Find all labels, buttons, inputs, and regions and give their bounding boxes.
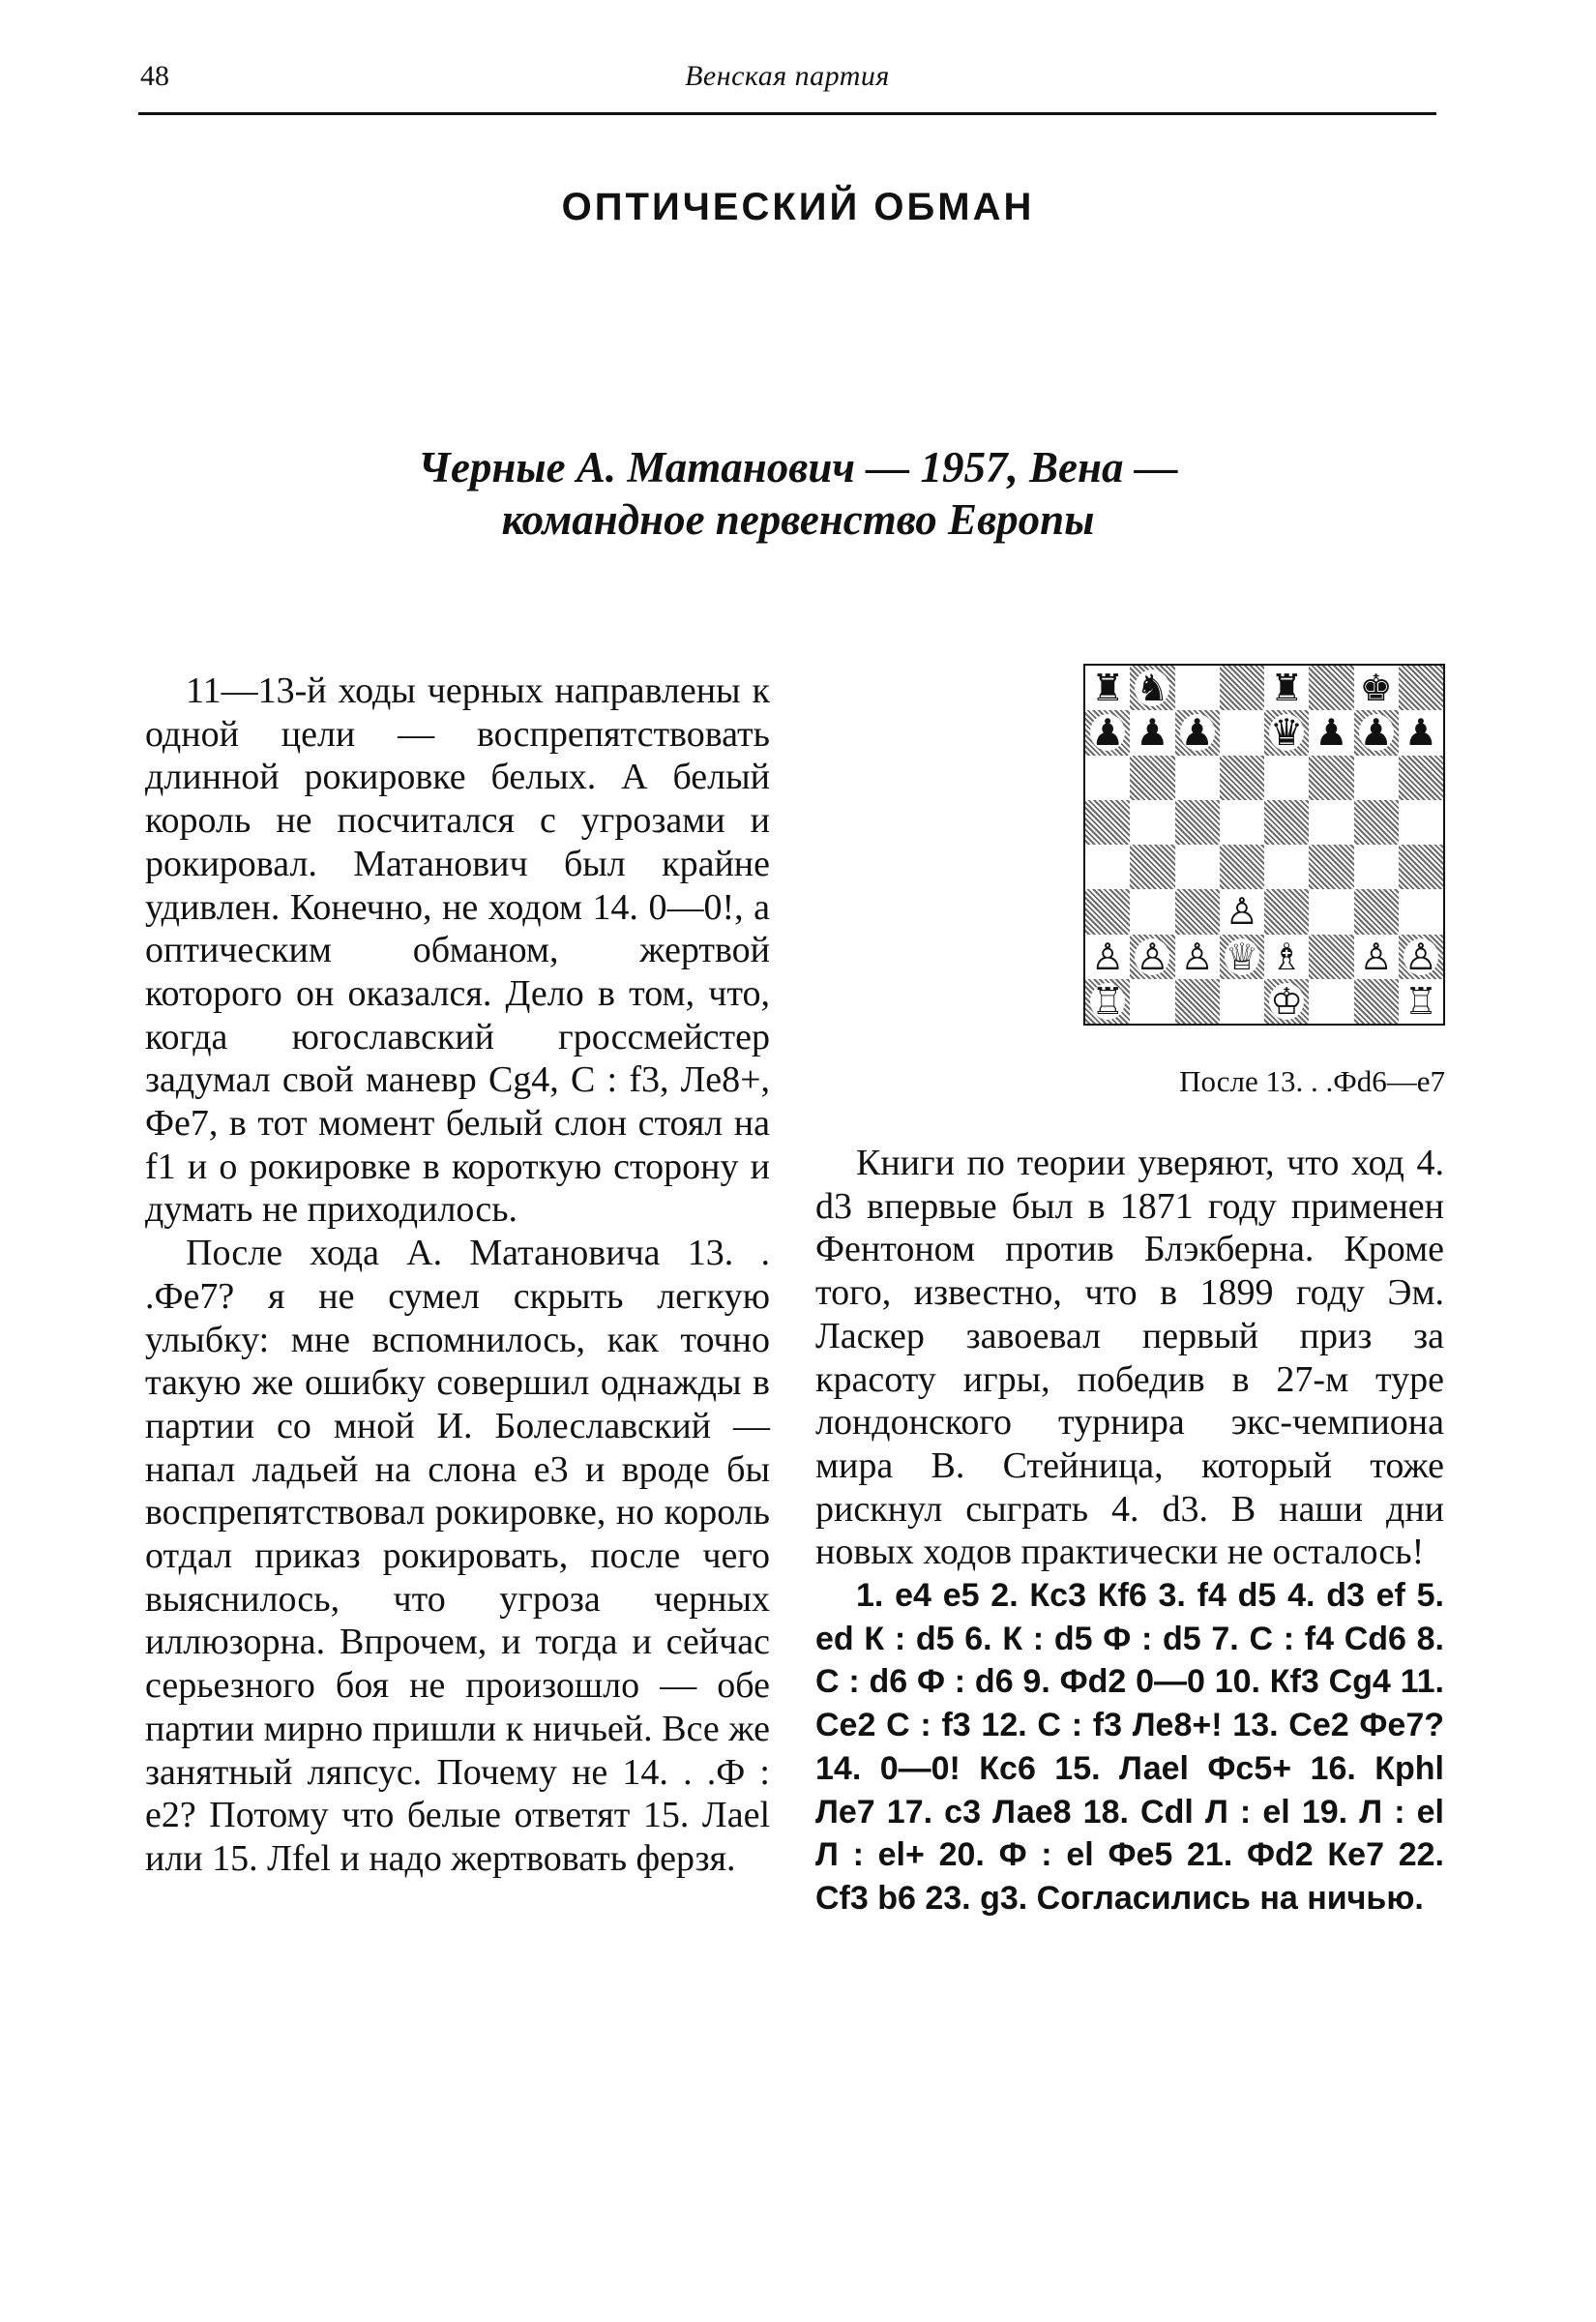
square-d6 — [1220, 756, 1264, 800]
square-a8 — [1085, 666, 1130, 710]
square-b5 — [1130, 800, 1174, 845]
square-b6 — [1130, 756, 1174, 800]
square-f1 — [1309, 979, 1353, 1024]
chess-piece: ♙ — [1359, 935, 1393, 978]
chess-piece: ♟ — [1359, 711, 1393, 755]
chess-piece: ♟ — [1315, 711, 1348, 755]
square-c4 — [1175, 845, 1220, 889]
chess-piece: ♞ — [1136, 667, 1169, 710]
chess-piece: ♖ — [1091, 979, 1125, 1023]
commentary-paragraph-1: 11—13-й ходы черных направлены к одной цели — воспрепятствовать длинной рокировке белых. А белый король не посчитался с угрозами и рокировал. Матанович был крайне удивлен. Конечно, не ходом 14. 0—0!, а оптическим обманом, жертвой которого он оказался. Дело в том, что, когда югославский гроссмейстер задумал свой маневр Cg4, С : f3, Ле8+, Фе7, в тот момент белый слон стоял на f1 и о рокировке в короткую сторону и думать не приходилось. — [145, 670, 770, 1231]
square-d2 — [1220, 935, 1264, 979]
chess-piece: ♜ — [1091, 667, 1125, 710]
square-f8 — [1309, 666, 1353, 710]
history-paragraph: Книги по теории уверяют, что ход 4. d3 впервые был в 1871 году применен Фентоном против Блэкберна. Кроме того, известно, что в 1899 году Эм. Ласкер завоевал первый приз за красоту игры, победив в 27-м туре лондонского турнира экс-чемпиона мира В. Стейница, который тоже рискнул сыграть 4. d3. В наши дни новых ходов практически не осталось! — [815, 1143, 1444, 1573]
square-g6 — [1354, 756, 1399, 800]
square-g8 — [1354, 666, 1399, 710]
square-d5 — [1220, 800, 1264, 845]
square-f4 — [1309, 845, 1353, 889]
square-h7 — [1399, 710, 1443, 755]
square-a1 — [1085, 979, 1130, 1024]
running-title: Венская партия — [685, 60, 890, 92]
square-a7 — [1085, 710, 1130, 755]
square-a2 — [1085, 935, 1130, 979]
square-g5 — [1354, 800, 1399, 845]
square-f5 — [1309, 800, 1353, 845]
chess-piece: ♟ — [1404, 711, 1437, 755]
square-c7 — [1175, 710, 1220, 755]
square-c2 — [1175, 935, 1220, 979]
chess-piece: ♟ — [1091, 711, 1125, 755]
square-b2 — [1130, 935, 1174, 979]
square-g1 — [1354, 979, 1399, 1024]
right-column — [815, 1142, 1444, 1920]
chess-piece: ♔ — [1270, 979, 1304, 1023]
square-b1 — [1130, 979, 1174, 1024]
square-g4 — [1354, 845, 1399, 889]
chess-piece: ♗ — [1270, 935, 1304, 978]
chess-piece: ♜ — [1270, 667, 1304, 710]
square-h1 — [1399, 979, 1443, 1024]
square-e3 — [1264, 889, 1309, 934]
square-d3 — [1220, 889, 1264, 934]
chess-piece: ♙ — [1136, 935, 1169, 978]
chess-piece: ♟ — [1180, 711, 1214, 755]
chess-piece: ♙ — [1404, 935, 1437, 978]
square-h5 — [1399, 800, 1443, 845]
game-heading-line-2: командное первенство Европы — [501, 495, 1095, 544]
square-e4 — [1264, 845, 1309, 889]
running-header — [138, 60, 1436, 115]
square-b7 — [1130, 710, 1174, 755]
game-heading — [0, 441, 1596, 546]
square-c3 — [1175, 889, 1220, 934]
square-g3 — [1354, 889, 1399, 934]
chess-diagram — [1083, 664, 1445, 1026]
square-e5 — [1264, 800, 1309, 845]
square-c1 — [1175, 979, 1220, 1024]
game-heading-line-1: Черные А. Матанович — 1957, Вена — — [418, 443, 1178, 491]
square-h6 — [1399, 756, 1443, 800]
square-d7 — [1220, 710, 1264, 755]
chess-piece: ♙ — [1225, 890, 1258, 934]
square-f6 — [1309, 756, 1353, 800]
square-a5 — [1085, 800, 1130, 845]
square-h3 — [1399, 889, 1443, 934]
square-c6 — [1175, 756, 1220, 800]
left-column — [145, 670, 770, 1881]
game-moves: 1. e4 e5 2. Кc3 Кf6 3. f4 d5 4. d3 ef 5. ed К : d5 6. К : d5 Ф : d5 7. С : f4 Cd6 8. С : d6 Ф : d6 9. Фd2 0—0 10. Кf3 Cg4 11. Се2 С : f3 12. С : f3 Ле8+! 13. Се2 Фе7? 14. 0—0! Кc6 15. Лаеl Фс5+ 16. Крhl Ле7 17. c3 Лае8 18. Cdl Л : el 19. Л : el Л : el+ 20. Ф : el Фе5 21. Фd2 Ке7 22. Cf3 b6 23. g3. Согласились на ничью. — [815, 1577, 1444, 1917]
square-h4 — [1399, 845, 1443, 889]
square-f3 — [1309, 889, 1353, 934]
chess-piece: ♚ — [1359, 667, 1393, 710]
square-d8 — [1220, 666, 1264, 710]
commentary-paragraph-2: После хода А. Матановича 13. . .Фе7? я не сумел скрыть легкую улыбку: мне вспомнилось, как точно такую же ошибку совершил однажды в партии со мной И. Болеславский — напал ладьей на слона е3 и вроде бы воспрепятствовал рокировке, но король отдал приказ рокировать, после чего выяснилось, что угроза черных иллюзорна. Впрочем, и тогда и сейчас серьезного боя не произошло — обе партии мирно пришли к ничьей. Все же занятный ляпсус. Почему не 14. . .Ф : е2? Потому что белые ответят 15. Лаеl или 15. Лfel и надо жертвовать ферзя. — [145, 1233, 770, 1879]
square-g2 — [1354, 935, 1399, 979]
square-b4 — [1130, 845, 1174, 889]
chapter-title: ОПТИЧЕСКИЙ ОБМАН — [561, 186, 1035, 228]
square-e8 — [1264, 666, 1309, 710]
square-d1 — [1220, 979, 1264, 1024]
square-b3 — [1130, 889, 1174, 934]
square-e1 — [1264, 979, 1309, 1024]
square-f7 — [1309, 710, 1353, 755]
chess-piece: ♙ — [1091, 935, 1125, 978]
square-h8 — [1399, 666, 1443, 710]
chess-piece: ♛ — [1270, 711, 1304, 755]
square-a4 — [1085, 845, 1130, 889]
square-c8 — [1175, 666, 1220, 710]
square-e2 — [1264, 935, 1309, 979]
square-e6 — [1264, 756, 1309, 800]
square-c5 — [1175, 800, 1220, 845]
square-e7 — [1264, 710, 1309, 755]
page-number: 48 — [140, 60, 169, 92]
chess-board — [1083, 664, 1445, 1026]
square-b8 — [1130, 666, 1174, 710]
chess-piece: ♟ — [1136, 711, 1169, 755]
square-g7 — [1354, 710, 1399, 755]
chess-piece: ♖ — [1404, 979, 1437, 1023]
square-a6 — [1085, 756, 1130, 800]
chess-piece: ♕ — [1225, 935, 1258, 978]
square-h2 — [1399, 935, 1443, 979]
square-d4 — [1220, 845, 1264, 889]
square-f2 — [1309, 935, 1353, 979]
chess-piece: ♙ — [1180, 935, 1214, 978]
diagram-caption: После 13. . .Фd6—e7 — [1179, 1064, 1445, 1098]
square-a3 — [1085, 889, 1130, 934]
